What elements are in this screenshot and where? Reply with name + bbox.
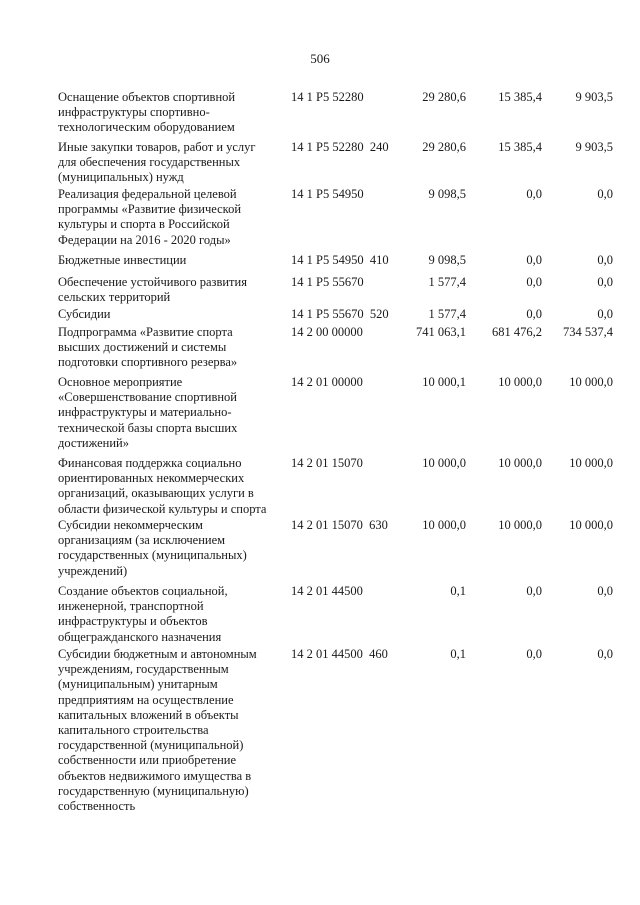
row-description: Субсидии [58,307,111,321]
row-value-1: 1 577,4 [428,307,466,321]
row-value-2: 0,0 [526,253,542,267]
row-code: 14 1 P5 54950 410 [291,253,389,267]
row-code: 14 1 P5 55670 [291,275,364,289]
row-value-1: 9 098,5 [428,187,466,201]
row-value-3: 0,0 [597,253,613,267]
row-value-3: 9 903,5 [575,140,613,154]
row-code: 14 1 P5 55670 520 [291,307,389,321]
row-value-1: 0,1 [450,647,466,661]
row-value-3: 0,0 [597,307,613,321]
row-value-3: 10 000,0 [569,456,613,470]
row-value-2: 0,0 [526,307,542,321]
row-value-1: 10 000,1 [422,375,466,389]
row-value-3: 0,0 [597,584,613,598]
row-description: Создание объектов социальной, инженерной, транспортной инфраструктуры и объектов общегражданского назначения [58,584,228,644]
row-value-2: 15 385,4 [498,140,542,154]
row-code: 14 2 01 15070 [291,456,363,470]
row-description: Финансовая поддержка социально ориентированных некоммерческих организаций, оказывающих услуги в области физической культуры и спорта [58,456,267,516]
row-description: Основное мероприятие «Совершенствование спортивной инфраструктуры и материально- технической базы спорта высших достижений» [58,375,238,450]
row-value-1: 29 280,6 [422,140,466,154]
row-value-3: 10 000,0 [569,518,613,532]
row-description: Оснащение объектов спортивной инфраструктуры спортивно- технологическим оборудованием [58,90,236,135]
row-code: 14 2 01 44500 460 [291,647,388,661]
row-value-3: 0,0 [597,187,613,201]
row-value-3: 10 000,0 [569,375,613,389]
row-description: Реализация федеральной целевой программы «Развитие физической культуры и спорта в Российской Федерации на 2016 - 2020 годы» [58,187,242,247]
row-description: Иные закупки товаров, работ и услуг для обеспечения государственных (муниципальных) нужд [58,140,256,185]
row-code: 14 1 P5 52280 240 [291,140,389,154]
row-value-2: 0,0 [526,275,542,289]
row-code: 14 2 00 00000 [291,325,363,339]
page-number: 506 [310,51,330,66]
row-value-3: 0,0 [597,275,613,289]
row-description: Субсидии бюджетным и автономным учреждениям, государственным (муниципальным) унитарным предприятиям на осуществление капитальных вложений в объекты капитального строительства государственной (муниципальной) собственности или приобретение объектов недвижимого имущества в государственную (муниципальную) собственность [58,647,257,814]
row-value-1: 29 280,6 [422,90,466,104]
row-value-1: 10 000,0 [422,518,466,532]
row-code: 14 2 01 00000 [291,375,363,389]
row-value-2: 681 476,2 [492,325,542,339]
row-value-1: 10 000,0 [422,456,466,470]
row-value-2: 0,0 [526,584,542,598]
row-description: Подпрограмма «Развитие спорта высших достижений и системы подготовки спортивного резерва» [58,325,238,370]
row-description: Обеспечение устойчивого развития сельских территорий [58,275,247,305]
row-value-2: 0,0 [526,647,542,661]
row-value-1: 1 577,4 [428,275,466,289]
row-value-3: 734 537,4 [563,325,613,339]
row-value-3: 0,0 [597,647,613,661]
row-code: 14 2 01 44500 [291,584,363,598]
row-value-2: 10 000,0 [498,456,542,470]
row-description: Бюджетные инвестиции [58,253,187,267]
row-value-1: 0,1 [450,584,466,598]
row-description: Субсидии некоммерческим организациям (за исключением государственных (муниципальных) учреждений) [58,518,247,578]
row-value-2: 15 385,4 [498,90,542,104]
row-code: 14 2 01 15070 630 [291,518,388,532]
row-value-2: 10 000,0 [498,518,542,532]
row-value-1: 9 098,5 [428,253,466,267]
row-value-2: 10 000,0 [498,375,542,389]
row-code: 14 1 P5 52280 [291,90,364,104]
row-value-2: 0,0 [526,187,542,201]
row-value-1: 741 063,1 [416,325,466,339]
row-value-3: 9 903,5 [575,90,613,104]
row-code: 14 1 P5 54950 [291,187,364,201]
